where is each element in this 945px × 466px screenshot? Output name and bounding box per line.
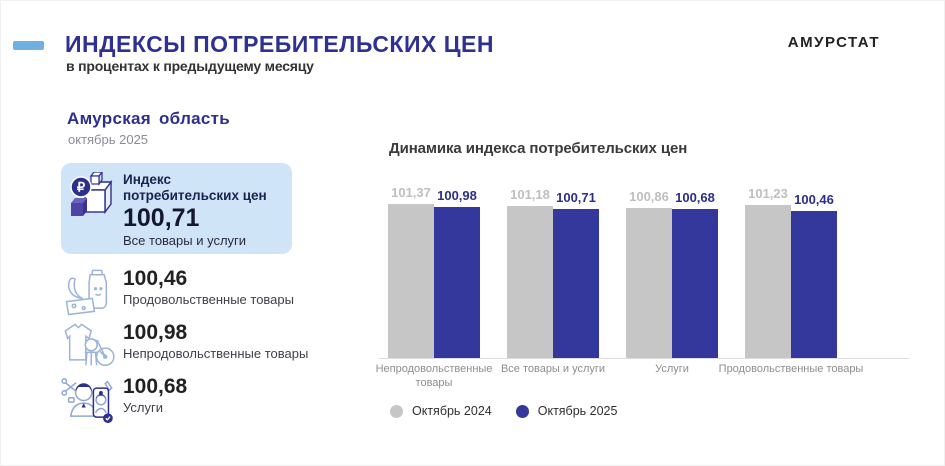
services-icon	[59, 373, 117, 429]
bar-series-0-cat-3	[745, 205, 791, 358]
svg-text:₽: ₽	[76, 179, 86, 195]
chart-title: Динамика индекса потребительских цен	[389, 140, 688, 157]
category-label: Услуги	[655, 363, 689, 375]
bar-series-1-cat-3	[791, 211, 837, 358]
legend-dot-oct-2025	[516, 405, 529, 418]
legend-item-oct-2025: Октябрь 2025	[516, 404, 618, 418]
bar-value-label: 101,18	[510, 187, 550, 202]
category-label: Непродовольственные товары	[375, 363, 493, 389]
bar-series-0-cat-0	[388, 204, 434, 358]
bar-value-label: 100,71	[556, 190, 596, 205]
bar-series-0-cat-2	[626, 208, 672, 358]
category-label: Продовольственные товары	[718, 363, 864, 375]
bar-value-label: 100,86	[629, 189, 669, 204]
bar-value-label: 101,23	[748, 186, 788, 201]
indicator-value: 100,98	[123, 321, 188, 344]
indicator-label: Непродовольственные товары	[123, 346, 309, 362]
category-label: Все товары и услуги	[500, 363, 606, 375]
indicator-label: Услуги	[123, 400, 163, 416]
brand-accent-dash	[13, 41, 44, 50]
legend-item-oct-2024: Октябрь 2024	[390, 404, 492, 418]
bar-value-label: 100,98	[437, 188, 477, 203]
region-period: октябрь 2025	[68, 132, 149, 147]
legend-dot-oct-2024	[390, 405, 403, 418]
bar-series-1-cat-2	[672, 209, 718, 358]
indicator-row-services	[59, 375, 359, 429]
page-title: ИНДЕКСЫ ПОТРЕБИТЕЛЬСКИХ ЦЕН	[65, 31, 494, 57]
bar-value-label: 100,46	[794, 192, 834, 207]
bar-series-0-cat-1	[507, 206, 553, 358]
brand-logo: АМУРСТАТ	[787, 34, 880, 51]
bar-value-label: 101,37	[391, 185, 431, 200]
region-title: Амурская область	[67, 109, 231, 128]
summary-card-value: 100,71	[123, 203, 200, 232]
summary-card-title: Индекс потребительских цен	[123, 172, 267, 203]
indicator-value: 100,46	[123, 267, 188, 290]
bar-series-1-cat-1	[553, 209, 599, 358]
page-subtitle: в процентах к предыдущему месяцу	[66, 58, 314, 74]
x-axis-line	[379, 358, 909, 359]
indicator-value: 100,68	[123, 375, 188, 398]
chart-legend	[390, 404, 617, 418]
bar-value-label: 100,68	[675, 190, 715, 205]
bar-series-1-cat-0	[434, 207, 480, 358]
summary-card-caption: Все товары и услуги	[123, 233, 247, 249]
indicator-label: Продовольственные товары	[123, 292, 294, 308]
